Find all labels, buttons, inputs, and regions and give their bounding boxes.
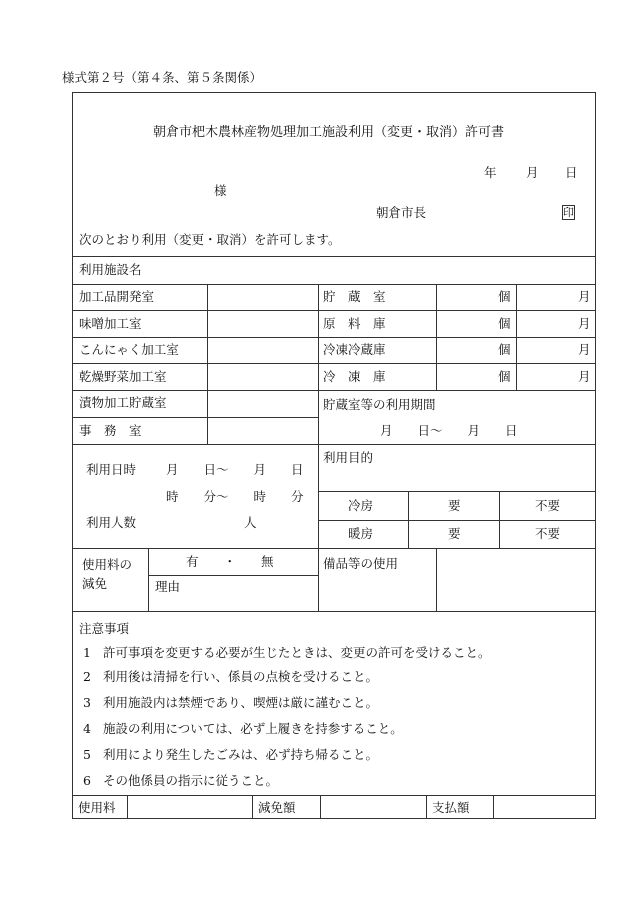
- usage-time-value: 時 分～ 時 分: [166, 489, 304, 504]
- permit-statement: 次のとおり利用（変更・取消）を許可します。: [79, 232, 341, 247]
- note-number: 5: [83, 747, 91, 762]
- facility-label: 漬物加工貯蔵室: [79, 395, 167, 410]
- column-line: [408, 491, 409, 548]
- column-line: [516, 284, 517, 390]
- addressee-suffix: 様: [214, 183, 227, 198]
- note-number: 6: [83, 773, 91, 788]
- column-line: [436, 548, 437, 611]
- column-line: [318, 284, 319, 611]
- row-line: [72, 417, 318, 418]
- fee-reduction-label: 使用料の: [82, 557, 133, 572]
- note-number: 1: [83, 645, 91, 660]
- fee-label: 使用料: [78, 800, 116, 815]
- note-number: 2: [83, 669, 91, 684]
- heating-required: 要: [448, 526, 461, 541]
- heating-not-required: 不要: [535, 526, 561, 541]
- row-line: [72, 310, 596, 311]
- cooling-not-required: 不要: [535, 498, 561, 513]
- usage-date-label: 利用日時: [86, 462, 137, 477]
- persons-unit: 人: [244, 515, 257, 530]
- row-line: [72, 611, 596, 612]
- note-text: 施設の利用については、必ず上履きを持参すること。: [103, 721, 403, 736]
- column-line: [436, 284, 437, 390]
- date-year-label: 年: [484, 165, 497, 180]
- fee-reduction-options: 有 ・ 無: [186, 554, 274, 569]
- reduction-amount-label: 減免額: [258, 800, 296, 815]
- storage-period-value: 月 日～ 月 日: [380, 423, 518, 438]
- column-line: [499, 491, 500, 548]
- form-number-label: 様式第２号（第４条、第５条関係）: [62, 70, 263, 85]
- date-day-label: 日: [565, 165, 578, 180]
- facility-label: こんにゃく加工室: [79, 342, 179, 357]
- notes-header: 注意事項: [79, 621, 130, 636]
- row-line: [72, 284, 596, 285]
- heating-label: 暖房: [348, 526, 374, 541]
- column-line: [320, 795, 321, 819]
- storage-facility-label: 貯 蔵 室: [323, 289, 386, 304]
- month-unit: 月: [578, 316, 591, 331]
- note-number: 3: [83, 695, 91, 710]
- column-line: [252, 795, 253, 819]
- row-line: [72, 363, 596, 364]
- row-line: [72, 256, 596, 257]
- facility-label: 事 務 室: [79, 423, 142, 438]
- date-month-label: 月: [526, 165, 539, 180]
- count-unit: 個: [498, 289, 511, 304]
- usage-date-value: 月 日～ 月 日: [166, 462, 304, 477]
- facility-label: 味噌加工室: [79, 316, 142, 331]
- month-unit: 月: [578, 289, 591, 304]
- month-unit: 月: [578, 342, 591, 357]
- row-line: [72, 795, 596, 796]
- count-unit: 個: [498, 342, 511, 357]
- note-text: 利用後は清掃を行い、係員の点検を受けること。: [103, 669, 379, 684]
- column-line: [148, 548, 149, 611]
- purpose-label: 利用目的: [323, 450, 374, 465]
- page-title: 朝倉市杷木農林産物処理加工施設利用（変更・取消）許可書: [153, 125, 505, 140]
- cooling-label: 冷房: [348, 498, 374, 513]
- row-line: [318, 520, 596, 521]
- row-line: [148, 575, 318, 576]
- row-line: [72, 390, 596, 391]
- column-line: [493, 795, 494, 819]
- note-text: 許可事項を変更する必要が生じたときは、変更の許可を受けること。: [103, 645, 491, 660]
- equipment-usage-label: 備品等の使用: [323, 556, 399, 571]
- persons-label: 利用人数: [86, 515, 137, 530]
- note-text: 利用施設内は禁煙であり、喫煙は厳に謹むこと。: [103, 695, 379, 710]
- note-text: 利用により発生したごみは、必ず持ち帰ること。: [103, 747, 379, 762]
- row-line: [72, 444, 596, 445]
- issuer-name: 朝倉市長: [376, 205, 427, 220]
- column-line: [127, 795, 128, 819]
- storage-facility-label: 冷 凍 庫: [323, 369, 386, 384]
- count-unit: 個: [498, 369, 511, 384]
- column-line: [207, 284, 208, 444]
- month-unit: 月: [578, 369, 591, 384]
- storage-facility-label: 冷凍冷蔵庫: [323, 342, 386, 357]
- column-line: [426, 795, 427, 819]
- note-text: その他係員の指示に従うこと。: [103, 773, 279, 788]
- count-unit: 個: [498, 316, 511, 331]
- facilities-header: 利用施設名: [79, 262, 142, 277]
- facility-label: 加工品開発室: [79, 289, 155, 304]
- payment-amount-label: 支払額: [432, 800, 470, 815]
- storage-period-label: 貯蔵室等の利用期間: [323, 397, 436, 412]
- storage-facility-label: 原 料 庫: [323, 316, 386, 331]
- row-line: [72, 548, 596, 549]
- seal-stamp-box: 印: [563, 206, 574, 219]
- facility-label: 乾燥野菜加工室: [79, 369, 167, 384]
- reason-label: 理由: [155, 579, 181, 594]
- row-line: [318, 491, 596, 492]
- cooling-required: 要: [448, 498, 461, 513]
- row-line: [72, 337, 596, 338]
- note-number: 4: [83, 721, 91, 736]
- fee-reduction-label-2: 減免: [82, 576, 108, 591]
